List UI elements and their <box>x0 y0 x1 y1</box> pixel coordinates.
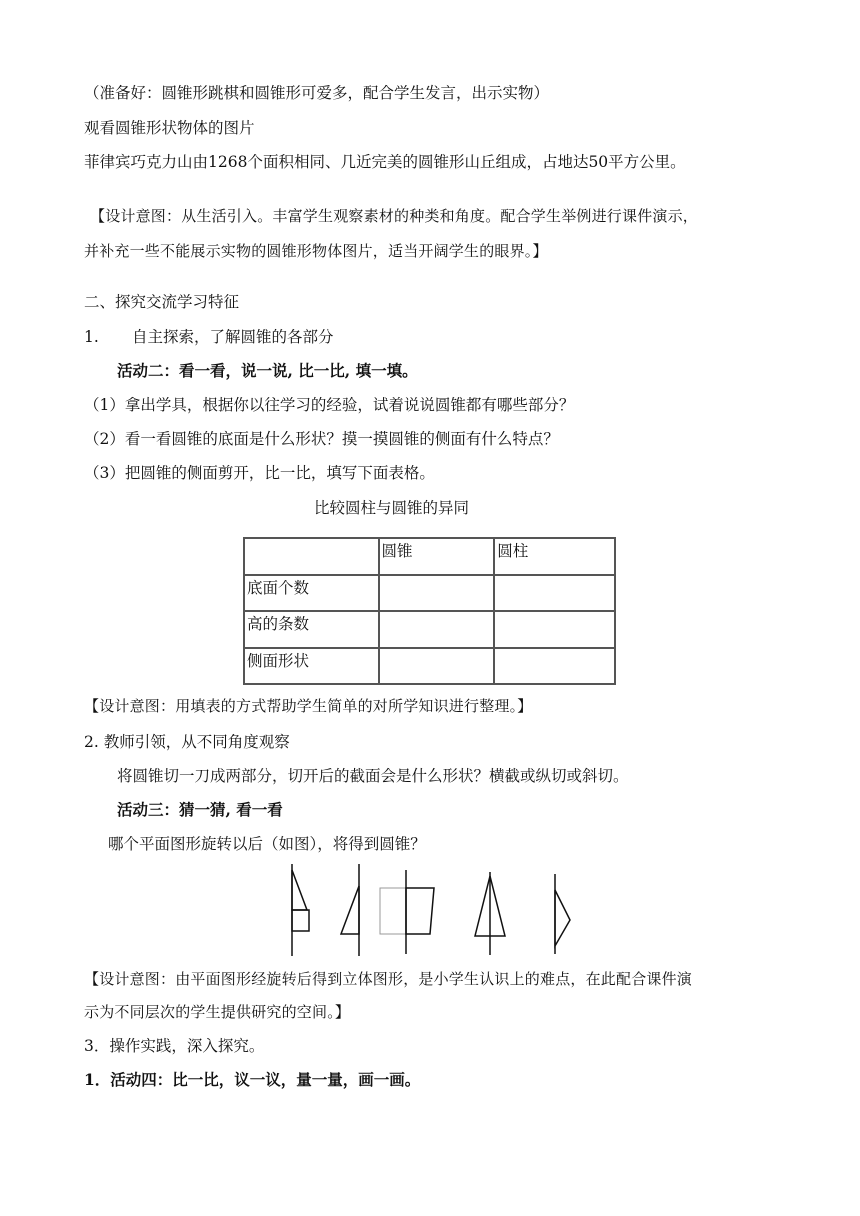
item-1-number: 1. <box>84 328 99 346</box>
table-header-row <box>244 538 615 575</box>
design-intent-2: 【设计意图：用填表的方式帮助学生简单的对所学知识进行整理。】 <box>84 697 533 715</box>
table-cell <box>494 575 615 612</box>
item-2: 2. 教师引领，从不同角度观察 <box>84 733 290 751</box>
question-2: （2）看一看圆锥的底面是什么形状？摸一摸圆锥的侧面有什么特点？ <box>84 430 559 448</box>
figure-b-right-triangle <box>341 864 359 956</box>
section-heading-2: 二、探究交流学习特征 <box>84 293 240 311</box>
question-1: （1）拿出学具，根据你以往学习的经验，试着说说圆锥都有哪些部分？ <box>84 396 575 414</box>
figure-c-parallelogram <box>380 870 434 954</box>
figure-a-right-triangle-square <box>292 864 309 956</box>
design-intent-3-line2: 示为不同层次的学生提供研究的空间。】 <box>84 1003 351 1021</box>
rotation-figures <box>270 862 580 958</box>
rotate-question: 哪个平面图形旋转以后（如图），将得到圆锥？ <box>108 835 426 853</box>
table-row-label: 底面个数 <box>244 575 379 612</box>
table-row <box>244 648 615 685</box>
cut-question: 将圆锥切一刀成两部分，切开后的截面会是什么形状？横截或纵切或斜切。 <box>117 767 629 785</box>
item-1-text: 自主探索，了解圆锥的各部分 <box>132 328 334 346</box>
design-intent-1-line1: 【设计意图：从生活引入。丰富学生观察素材的种类和角度。配合学生举例进行课件演示， <box>90 207 699 225</box>
table-header-cell: 圆锥 <box>379 538 495 575</box>
question-3: （3）把圆锥的侧面剪开，比一比，填写下面表格。 <box>84 464 435 482</box>
table-row <box>244 611 615 648</box>
philippines-line: 菲律宾巧克力山由1268个面积相同、几近完美的圆锥形山丘组成，占地达50平方公里。 <box>84 153 686 171</box>
figure-e-triangle-on-axis <box>555 874 570 954</box>
table-header-cell <box>244 538 379 575</box>
table-title: 比较圆柱与圆锥的异同 <box>314 499 470 517</box>
activity-3-heading: 活动三：猜一猜, 看一看 <box>117 800 283 819</box>
table-row <box>244 575 615 612</box>
figure-d-isosceles-triangle <box>475 872 505 955</box>
activity-2-heading: 活动二：看一看，说一说, 比一比, 填一填。 <box>117 361 418 380</box>
table-row-label: 侧面形状 <box>244 648 379 685</box>
table-cell <box>494 611 615 648</box>
table-cell <box>379 611 495 648</box>
table-cell <box>379 648 495 685</box>
item-3: 3．操作实践，深入探究。 <box>84 1037 265 1055</box>
design-intent-3-line1: 【设计意图：由平面图形经旋转后得到立体图形，是小学生认识上的难点，在此配合课件演 <box>84 970 693 988</box>
activity-4-heading: 1．活动四：比一比，议一议，量一量，画一画。 <box>84 1070 421 1089</box>
table-cell <box>379 575 495 612</box>
observe-line: 观看圆锥形状物体的图片 <box>84 119 255 137</box>
comparison-table <box>243 537 616 685</box>
table-row-label: 高的条数 <box>244 611 379 648</box>
table-header-cell: 圆柱 <box>494 538 615 575</box>
prep-note: （准备好：圆锥形跳棋和圆锥形可爱多，配合学生发言，出示实物） <box>84 84 550 102</box>
design-intent-1-line2: 并补充一些不能展示实物的圆锥形物体图片，适当开阔学生的眼界。】 <box>84 242 548 260</box>
table-cell <box>494 648 615 685</box>
